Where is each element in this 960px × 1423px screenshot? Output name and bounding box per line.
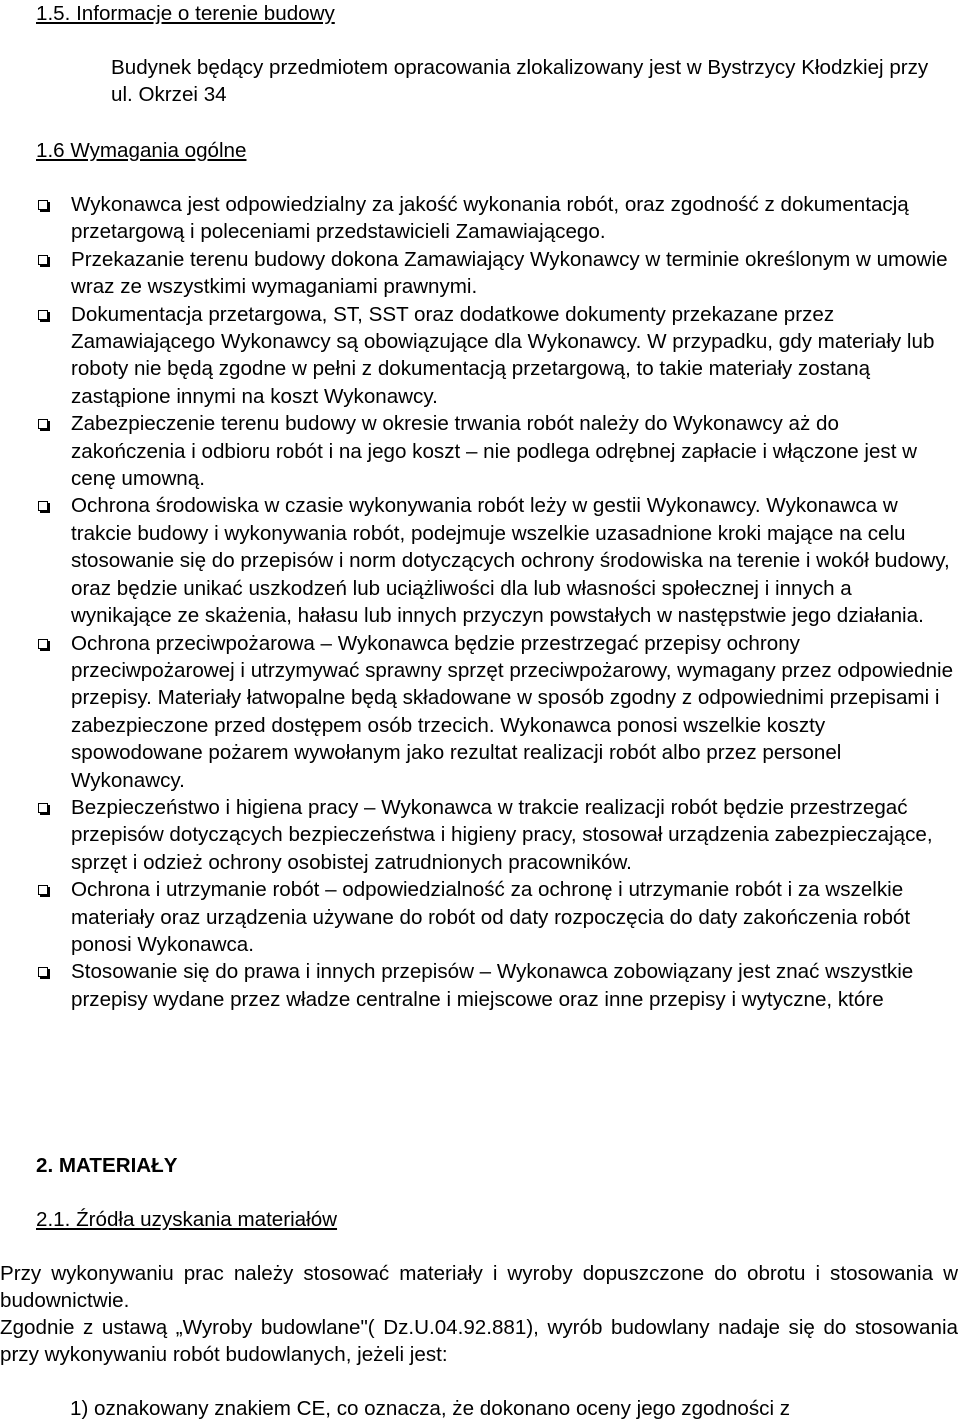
numbered-list-item-1: 1) oznakowany znakiem CE, co oznacza, że dokonano oceny jego zgodności z	[70, 1397, 791, 1420]
requirements-list	[36, 191, 956, 1013]
list-item: Ochrona przeciwpożarowa – Wykonawca będzie przestrzegać przepisy ochrony przeciwpożarowej i utrzymywać sprawny sprzęt przeciwpożarowy, wymagany przez odpowiednie przepisy. Materiały łatwopalne będą składowane w sposób zgodny z odpowiednimi przepisami i zabezpieczone przed dostępem osób trzecich. Wykonawca ponosi wszelkie koszty spowodowane pożarem wywołanym jako rezultat realizacji robót albo przez personel Wykonawcy.	[36, 630, 956, 794]
list-item: Dokumentacja przetargowa, ST, SST oraz dodatkowe dokumenty przekazane przez Zamawiającego Wykonawcy są obowiązujące dla Wykonawcy. W przypadku, gdy materiały lub roboty nie będą zgodne w pełni z dokumentacją przetargową, to takie materiały zostaną zastąpione innymi na koszt Wykonawcy.	[36, 301, 956, 411]
list-item: Ochrona i utrzymanie robót – odpowiedzialność za ochronę i utrzymanie robót i za wszelkie materiały oraz urządzenia używane do robót od daty rozpoczęcia do daty zakończenia robót ponosi Wykonawca.	[36, 876, 956, 958]
checkbox-bullet-icon	[38, 200, 48, 210]
checkbox-bullet-icon	[38, 967, 48, 977]
list-item: Zabezpieczenie terenu budowy w okresie trwania robót należy do Wykonawcy aż do zakończenia i odbioru robót i na jego koszt – nie podlega odrębnej zapłacie i włączone jest w cenę umowną.	[36, 410, 956, 492]
section-2-1-heading: 2.1. Źródła uzyskania materiałów	[36, 1208, 338, 1231]
checkbox-bullet-icon	[38, 419, 48, 429]
checkbox-bullet-icon	[38, 310, 48, 320]
section-1-5-heading: 1.5. Informacje o terenie budowy	[36, 2, 335, 25]
list-item: Bezpieczeństwo i higiena pracy – Wykonawca w trakcie realizacji robót będzie przestrzegać przepisów dotyczących bezpieczeństwa i higieny pracy, stosował urządzenia zabezpieczające, sprzęt i odzież ochrony osobistej zatrudnionych pracowników.	[36, 794, 956, 876]
section-1-6-heading: 1.6 Wymagania ogólne	[36, 139, 247, 162]
checkbox-bullet-icon	[38, 639, 48, 649]
list-item: Wykonawca jest odpowiedzialny za jakość wykonania robót, oraz zgodność z dokumentacją przetargową i poleceniami przedstawicieli Zamawiającego.	[36, 191, 956, 246]
checkbox-bullet-icon	[38, 501, 48, 511]
checkbox-bullet-icon	[38, 803, 48, 813]
section-2-heading: 2. MATERIAŁY	[36, 1154, 178, 1177]
checkbox-bullet-icon	[38, 885, 48, 895]
list-item: Przekazanie terenu budowy dokona Zamawiający Wykonawcy w terminie określonym w umowie wraz ze wszystkimi wymaganiami prawnymi.	[36, 246, 956, 301]
checkbox-bullet-icon	[38, 255, 48, 265]
list-item: Stosowanie się do prawa i innych przepisów – Wykonawca zobowiązany jest znać wszystkie przepisy wydane przez władze centralne i miejscowe oraz inne przepisy i wytyczne, które	[36, 958, 956, 1013]
list-item: Ochrona środowiska w czasie wykonywania robót leży w gestii Wykonawcy. Wykonawca w trakcie budowy i wykonywania robót, podejmuje wszelkie uzasadnione kroki mające na celu stosowanie się do przepisów i norm dotyczących ochrony środowiska na terenie i wokół budowy, oraz będzie unikać uszkodzeń lub uciążliwości dla lub własności społecznej i innych a wynikające ze skażenia, hałasu lub innych przyczyn powstałych w następstwie jego działania.	[36, 492, 956, 629]
section-2-1-paragraph-2: Zgodnie z ustawą „Wyroby budowlane"( Dz.U.04.92.881), wyrób budowlany nadaje się do stosowania przy wykonywaniu robót budowlanych, jeżeli jest:	[0, 1316, 958, 1366]
section-2-1-paragraph-1: Przy wykonywaniu prac należy stosować materiały i wyroby dopuszczone do obrotu i stosowania w budownictwie.	[0, 1262, 958, 1312]
section-1-5-body: Budynek będący przedmiotem opracowania zlokalizowany jest w Bystrzycy Kłodzkiej przy ul. Okrzei 34	[111, 56, 929, 106]
